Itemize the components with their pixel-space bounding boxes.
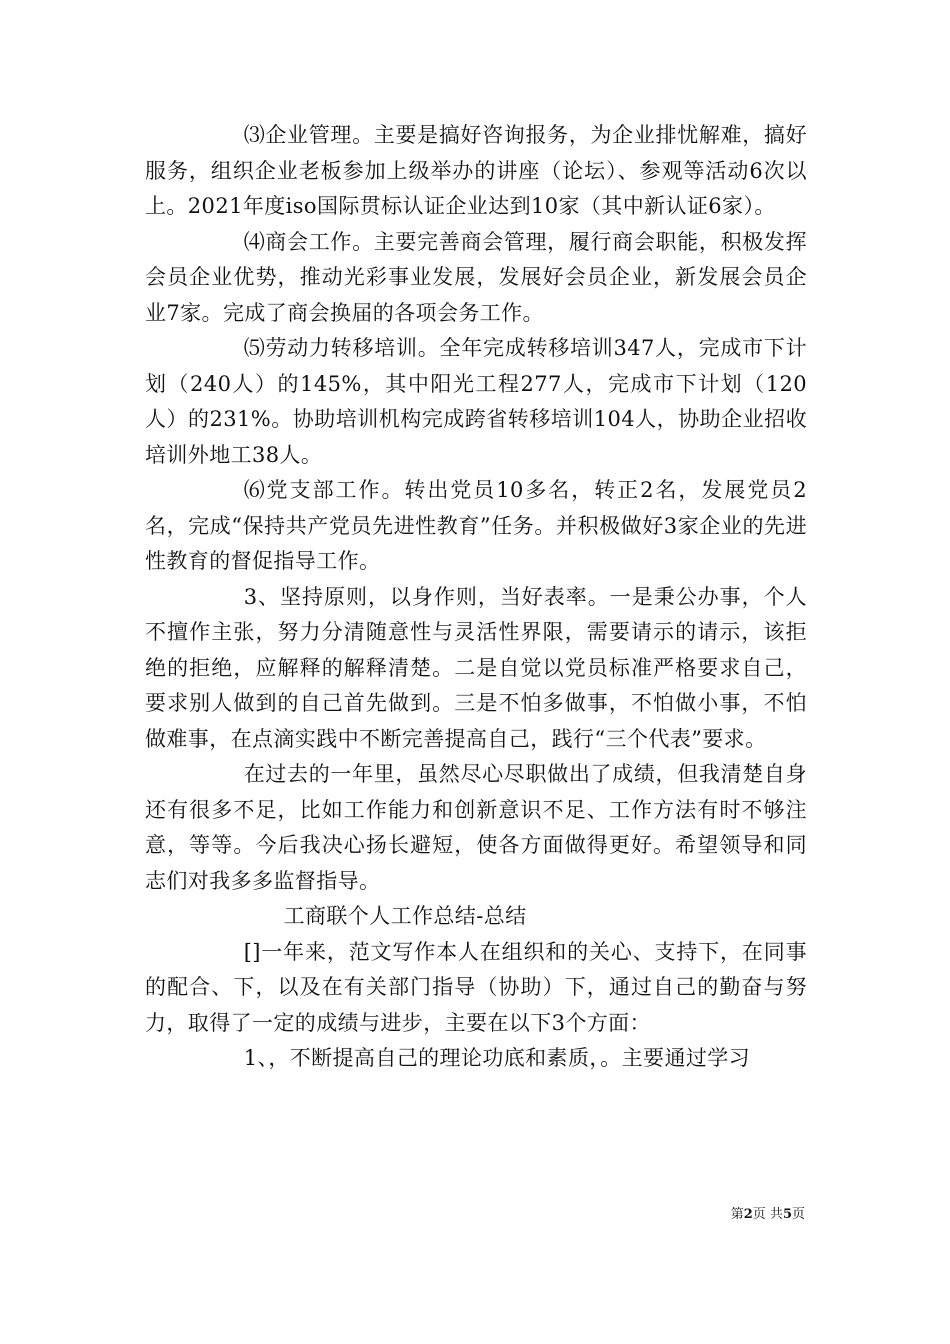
footer-middle: 页 共 <box>752 1207 783 1222</box>
section-title: 工商联个人工作总结-总结 <box>283 904 527 928</box>
paragraph-party-branch: ⑹党支部工作。转出党员10多名，转正2名，发展党员2名，完成“保持共产党员先进性教育”任务。并积极做好3家企业的先进性教育的督促指导工作。 <box>145 478 807 573</box>
page-number-footer <box>731 1203 805 1222</box>
paragraph-chamber-work: ⑷商会工作。主要完善商会管理，履行商会职能，积极发挥会员企业优势，推动光彩事业发展，发展好会员企业，新发展会员企业7家。完成了商会换届的各项会务工作。 <box>145 229 807 325</box>
paragraph-intro: []一年来，范文写作本人在组织和的关心、支持下，在同事的配合、下，以及在有关部门指导（协助）下，通过自己的勤奋与努力，取得了一定的成绩与进步，主要在以下3个方面： <box>145 939 807 1035</box>
paragraph-past-year: 在过去的一年里，虽然尽心尽职做出了成绩，但我清楚自身还有很多不足，比如工作能力和创新意识不足、工作方法有时不够注意，等等。今后我决心扬长避短，使各方面做得更好。希望领导和同志们对我多多监督指导。 <box>145 762 807 893</box>
document-body <box>145 118 807 1077</box>
paragraph-principles: 3、坚持原则，以身作则，当好表率。一是秉公办事，个人不擅作主张，努力分清随意性与灵活性界限，需要请示的请示，该拒绝的拒绝，应解释的解释清楚。二是自觉以党员标准严格要求自己，要求别人做到的自己首先做到。三是不怕多做事，不怕做小事，不怕做难事，在点滴实践中不断完善提高自己，践行“三个代表”要求。 <box>145 584 807 751</box>
paragraph-enterprise-management: ⑶企业管理。主要是搞好咨询报务，为企业排忧解难，搞好服务，组织企业老板参加上级举办的讲座（论坛）、参观等活动6次以上。2021年度iso国际贯标认证企业达到10家（其中新认证6家）。 <box>145 123 807 218</box>
footer-prefix: 第 <box>730 1207 744 1222</box>
paragraph-point-1: 1、，不断提高自己的理论功底和素质，。主要通过学习 <box>243 1046 751 1070</box>
footer-suffix: 页 <box>791 1207 805 1222</box>
paragraph-labor-training: ⑸劳动力转移培训。全年完成转移培训347人，完成市下计划（240人）的145%，其中阳光工程277人，完成市下计划（120人）的231%。协助培训机构完成跨省转移培训104人，协助企业招收培训外地工38人。 <box>145 336 807 467</box>
footer-page-number: 2 <box>743 1207 753 1222</box>
footer-total-pages: 5 <box>782 1207 792 1222</box>
